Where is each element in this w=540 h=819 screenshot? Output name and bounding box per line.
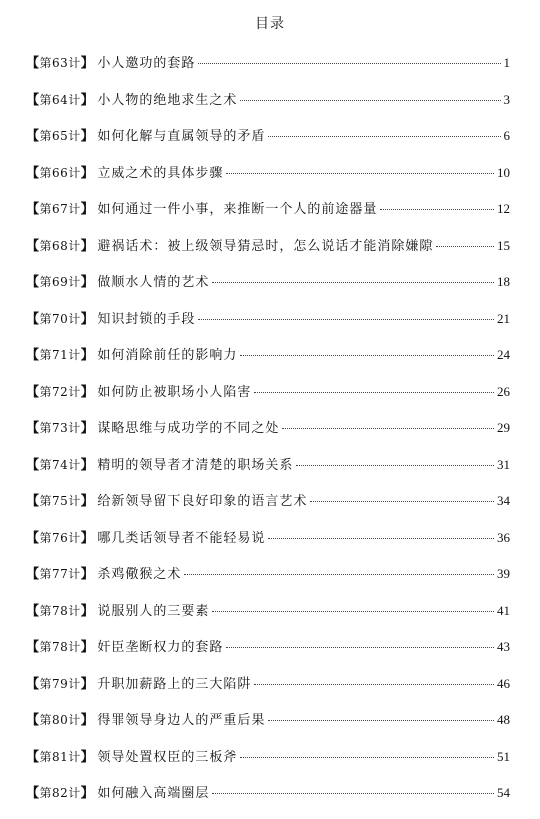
toc-entry-title: 精明的领导者才清楚的职场关系: [97, 457, 294, 473]
right-bracket: 】: [80, 311, 95, 327]
left-bracket: 【: [26, 676, 40, 692]
dot-leader: [198, 319, 494, 320]
toc-entry[interactable]: [26, 308, 510, 345]
dot-leader: [268, 720, 494, 721]
dot-leader: [240, 355, 494, 356]
toc-entry-number: 第78计: [39, 640, 81, 654]
toc-entry-title: 给新领导留下良好印象的语言艺术: [97, 494, 308, 509]
toc-entry-title: 哪几类话领导者不能轻易说: [97, 530, 266, 546]
dot-leader: [436, 246, 494, 247]
toc-entry-page-number: 51: [497, 748, 510, 764]
toc-entry-title: 知识封锁的手段: [97, 311, 196, 327]
toc-entry-number: 第74计: [39, 457, 81, 472]
toc-entry[interactable]: [26, 52, 510, 89]
toc-entry-label: [26, 52, 94, 71]
toc-entry-number: 第67计: [39, 202, 81, 216]
toc-entry-label: [26, 308, 94, 327]
toc-entry-label: [26, 381, 94, 400]
toc-entry-title: 做顺水人情的艺术: [97, 275, 210, 290]
toc-entry[interactable]: [26, 636, 510, 673]
right-bracket: 】: [80, 713, 95, 728]
toc-entry-page-number: 46: [497, 675, 510, 691]
toc-entry-label: [26, 271, 94, 290]
toc-list: [26, 52, 510, 819]
right-bracket: 】: [80, 238, 95, 254]
toc-entry-number: 第71计: [39, 348, 81, 362]
right-bracket: 】: [80, 567, 95, 582]
toc-entry-page-number: 3: [503, 91, 510, 107]
right-bracket: 】: [80, 348, 95, 363]
right-bracket: 】: [80, 202, 95, 217]
toc-entry-number: 第75计: [39, 494, 81, 508]
toc-entry-label: [26, 746, 94, 765]
left-bracket: 【: [26, 92, 40, 108]
toc-entry-title: 小人物的绝地求生之术: [97, 92, 238, 108]
left-bracket: 【: [26, 640, 40, 655]
toc-entry-title: 谋略思维与成功学的不同之处: [97, 421, 280, 436]
toc-entry-page-number: 34: [497, 493, 510, 508]
toc-entry-page-number: 41: [497, 602, 510, 618]
toc-entry[interactable]: [26, 125, 510, 162]
left-bracket: 【: [26, 165, 40, 181]
toc-entry-page-number: 36: [497, 529, 510, 545]
left-bracket: 【: [26, 129, 40, 144]
toc-entry-label: [26, 198, 94, 217]
toc-entry[interactable]: [26, 344, 510, 381]
left-bracket: 【: [26, 56, 40, 71]
toc-entry-label: [26, 454, 94, 473]
toc-entry-number: 第68计: [39, 238, 81, 253]
dot-leader: [240, 100, 500, 101]
toc-entry-title: 如何化解与直属领导的矛盾: [97, 129, 266, 144]
toc-entry-title: 如何消除前任的影响力: [97, 348, 238, 363]
right-bracket: 】: [80, 640, 95, 655]
toc-entry-number: 第66计: [39, 165, 81, 180]
toc-entry-number: 第63计: [39, 56, 81, 70]
dot-leader: [184, 574, 494, 575]
toc-entry[interactable]: [26, 600, 510, 637]
right-bracket: 】: [80, 494, 95, 509]
toc-entry-label: [26, 636, 94, 655]
toc-entry-title: 说服别人的三要素: [97, 603, 210, 619]
toc-entry-label: [26, 125, 94, 144]
toc-entry-number: 第81计: [39, 749, 81, 764]
dot-leader: [296, 465, 494, 466]
toc-entry[interactable]: [26, 782, 510, 819]
toc-entry-title: 杀鸡儆猴之术: [97, 567, 182, 582]
toc-entry-title: 如何防止被职场小人陷害: [97, 384, 252, 400]
toc-entry-label: [26, 490, 94, 509]
toc-entry-label: [26, 417, 94, 436]
toc-entry-number: 第72计: [39, 384, 81, 399]
left-bracket: 【: [26, 421, 40, 436]
toc-entry[interactable]: [26, 381, 510, 418]
toc-entry[interactable]: [26, 417, 510, 454]
dot-leader: [282, 428, 494, 429]
toc-entry-title: 领导处置权臣的三板斧: [97, 749, 238, 765]
dot-leader: [380, 209, 494, 210]
toc-entry-number: 第80计: [39, 713, 81, 727]
dot-leader: [212, 793, 494, 794]
right-bracket: 】: [80, 165, 95, 181]
toc-entry[interactable]: [26, 673, 510, 710]
toc-entry[interactable]: [26, 162, 510, 199]
toc-entry-title: 升职加薪路上的三大陷阱: [97, 676, 252, 692]
toc-entry-page-number: 31: [497, 456, 510, 472]
toc-entry-title: 得罪领导身边人的严重后果: [97, 713, 266, 728]
toc-entry-page-number: 43: [497, 639, 510, 654]
dot-leader: [212, 282, 494, 283]
dot-leader: [268, 136, 500, 137]
toc-entry-page-number: 24: [497, 347, 510, 362]
dot-leader: [240, 757, 494, 758]
toc-entry[interactable]: [26, 235, 510, 272]
toc-entry[interactable]: [26, 709, 510, 746]
toc-entry-label: [26, 527, 94, 546]
toc-entry-label: [26, 600, 94, 619]
right-bracket: 】: [80, 786, 95, 801]
left-bracket: 【: [26, 202, 40, 217]
left-bracket: 【: [26, 530, 40, 546]
left-bracket: 【: [26, 275, 40, 290]
toc-title: 目录: [255, 16, 285, 32]
toc-entry-title: 如何通过一件小事，来推断一个人的前途器量: [97, 202, 378, 217]
right-bracket: 】: [80, 749, 95, 765]
toc-entry-page-number: 29: [497, 420, 510, 435]
toc-entry-number: 第65计: [39, 129, 81, 143]
left-bracket: 【: [26, 238, 40, 254]
left-bracket: 【: [26, 457, 40, 473]
toc-entry-page-number: 10: [497, 164, 510, 180]
toc-entry-page-number: 1: [503, 55, 510, 70]
dot-leader: [254, 392, 494, 393]
toc-entry-label: [26, 344, 94, 363]
dot-leader: [268, 538, 494, 539]
right-bracket: 】: [80, 530, 95, 546]
right-bracket: 】: [80, 56, 95, 71]
toc-entry-label: [26, 709, 94, 728]
toc-entry-title: 奸臣垄断权力的套路: [97, 640, 224, 655]
toc-entry-page-number: 54: [497, 785, 510, 800]
toc-entry-number: 第64计: [39, 92, 81, 107]
toc-entry-page-number: 21: [497, 310, 510, 326]
toc-entry-page-number: 26: [497, 383, 510, 399]
toc-entry-number: 第70计: [39, 311, 81, 326]
left-bracket: 【: [26, 786, 40, 801]
toc-entry-label: [26, 235, 94, 254]
toc-entry-title: 如何融入高端圈层: [97, 786, 210, 801]
toc-entry[interactable]: [26, 271, 510, 308]
toc-entry-page-number: 6: [503, 128, 510, 143]
dot-leader: [226, 647, 494, 648]
right-bracket: 】: [80, 92, 95, 108]
toc-entry[interactable]: [26, 563, 510, 600]
toc-entry-label: [26, 782, 94, 801]
toc-entry-page-number: 18: [497, 274, 510, 289]
toc-entry-number: 第77计: [39, 567, 81, 581]
left-bracket: 【: [26, 749, 40, 765]
right-bracket: 】: [80, 457, 95, 473]
right-bracket: 】: [80, 275, 95, 290]
left-bracket: 【: [26, 713, 40, 728]
right-bracket: 】: [80, 603, 95, 619]
toc-entry-label: [26, 563, 94, 582]
toc-entry-number: 第78计: [39, 603, 81, 618]
toc-entry-number: 第76计: [39, 530, 81, 545]
left-bracket: 【: [26, 567, 40, 582]
dot-leader: [254, 684, 494, 685]
toc-entry[interactable]: [26, 746, 510, 783]
toc-entry-number: 第82计: [39, 786, 81, 800]
toc-entry-number: 第69计: [39, 275, 81, 289]
right-bracket: 】: [80, 421, 95, 436]
toc-entry[interactable]: [26, 89, 510, 126]
right-bracket: 】: [80, 676, 95, 692]
toc-entry-page-number: 48: [497, 712, 510, 727]
toc-entry-label: [26, 673, 94, 692]
toc-entry-number: 第79计: [39, 676, 81, 691]
toc-entry-page-number: 39: [497, 566, 510, 581]
toc-entry-title: 小人邀功的套路: [97, 56, 196, 71]
left-bracket: 【: [26, 311, 40, 327]
dot-leader: [212, 611, 494, 612]
toc-entry[interactable]: [26, 198, 510, 235]
dot-leader: [198, 63, 500, 64]
left-bracket: 【: [26, 603, 40, 619]
toc-entry-label: [26, 89, 94, 108]
dot-leader: [310, 501, 494, 502]
left-bracket: 【: [26, 384, 40, 400]
toc-entry[interactable]: [26, 527, 510, 564]
toc-entry-title: 避祸话术：被上级领导猜忌时，怎么说话才能消除嫌隙: [97, 238, 434, 254]
left-bracket: 【: [26, 348, 40, 363]
dot-leader: [226, 173, 494, 174]
toc-entry-number: 第73计: [39, 421, 81, 435]
toc-entry[interactable]: [26, 454, 510, 491]
toc-entry-page-number: 15: [497, 237, 510, 253]
toc-entry-label: [26, 162, 94, 181]
left-bracket: 【: [26, 494, 40, 509]
toc-entry-title: 立威之术的具体步骤: [97, 165, 224, 181]
right-bracket: 】: [80, 384, 95, 400]
toc-entry-page-number: 12: [497, 201, 510, 216]
right-bracket: 】: [80, 129, 95, 144]
toc-entry[interactable]: [26, 490, 510, 527]
